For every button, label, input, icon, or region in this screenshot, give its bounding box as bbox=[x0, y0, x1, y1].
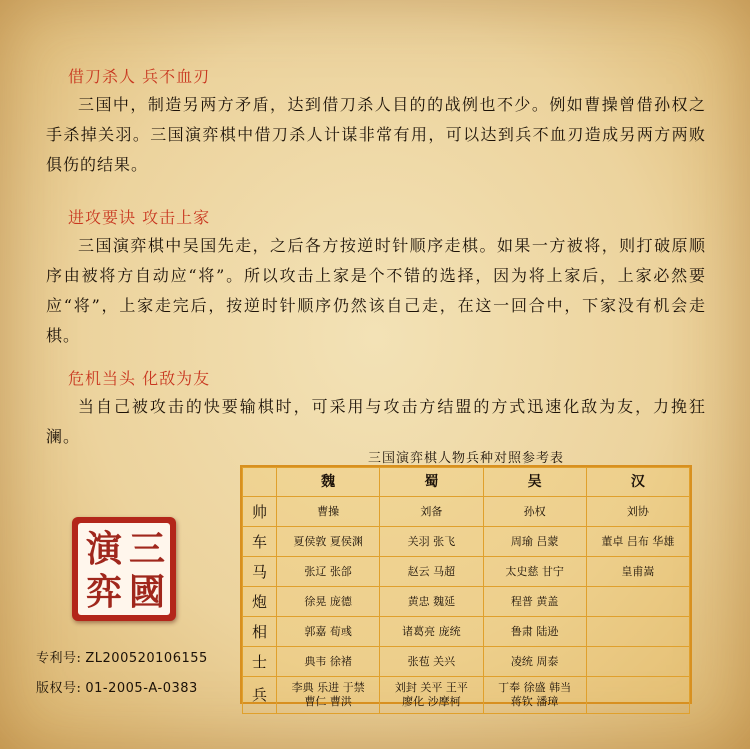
table-row bbox=[243, 647, 690, 677]
row-header: 兵 bbox=[243, 677, 277, 714]
cell-text: 诸葛亮 庞统 bbox=[402, 624, 461, 638]
row-header: 马 bbox=[243, 557, 277, 587]
cell-text: 鲁肃 陆逊 bbox=[510, 624, 559, 638]
table-cell bbox=[586, 527, 689, 557]
cell-text: 张辽 张郃 bbox=[304, 564, 352, 578]
table-header-corner bbox=[243, 468, 277, 497]
table-cell bbox=[277, 557, 380, 587]
cell-text: 太史慈 甘宁 bbox=[505, 564, 564, 578]
table-title: 三国演弈棋人物兵种对照参考表 bbox=[367, 451, 564, 466]
seal-inner bbox=[78, 523, 170, 615]
table-body bbox=[243, 497, 690, 714]
seal-char: 三 bbox=[128, 528, 165, 570]
table-cell bbox=[483, 677, 586, 714]
cell-text: 皇甫嵩 bbox=[621, 564, 655, 578]
column-header-han: 汉 bbox=[586, 468, 689, 497]
table-row bbox=[243, 677, 690, 714]
table-cell bbox=[586, 647, 689, 677]
cell-text: 郭嘉 荀彧 bbox=[304, 624, 352, 638]
reference-table bbox=[242, 467, 690, 714]
copyright-number bbox=[36, 677, 198, 696]
cell-text: 赵云 马超 bbox=[407, 564, 456, 578]
section-heading: 借刀杀人 兵不血刃 bbox=[68, 67, 211, 86]
row-header: 炮 bbox=[243, 587, 277, 617]
seal-logo bbox=[72, 517, 176, 621]
cell-text: 曹操 bbox=[317, 504, 340, 518]
row-header: 相 bbox=[243, 617, 277, 647]
section-attack-upper bbox=[46, 207, 706, 351]
patent-value: ZL200520106155 bbox=[85, 651, 208, 666]
section-borrow-knife bbox=[46, 66, 706, 180]
table-cell bbox=[380, 527, 483, 557]
section-body: 三国中，制造另两方矛盾，达到借刀杀人目的的战例也不少。例如曹操曾借孙权之手杀掉关羽。三国演弈棋中借刀杀人计谋非常有用，可以达到兵不血刃造成另两方两败俱伤的结果。 bbox=[46, 95, 706, 174]
cell-text: 夏侯敦 夏侯渊 bbox=[293, 534, 363, 548]
cell-text: 程普 黄盖 bbox=[510, 594, 559, 608]
section-body: 三国演弈棋中吴国先走，之后各方按逆时针顺序走棋。如果一方被将，则打破原顺序由被将方自动应“将”。所以攻击上家是个不错的选择，因为将上家后，上家必然要应“将”，上家走完后，按逆时针顺序仍然该自己走，在这一回合中，下家没有机会走棋。 bbox=[46, 236, 706, 345]
patent-number bbox=[36, 647, 208, 666]
table-cell bbox=[586, 557, 689, 587]
table-row bbox=[243, 497, 690, 527]
section-body: 当自己被攻击的快要输棋时，可采用与攻击方结盟的方式迅速化敌为友，力挽狂澜。 bbox=[46, 397, 706, 446]
cell-text: 刘备 bbox=[420, 504, 443, 518]
table-cell bbox=[380, 677, 483, 714]
cell-text: 董卓 吕布 华雄 bbox=[601, 534, 675, 548]
cell-text: 丁奉 徐盛 韩当 bbox=[498, 681, 572, 694]
section-crisis-ally bbox=[46, 368, 706, 452]
seal-char: 演 bbox=[85, 528, 122, 570]
column-header-wu: 吴 bbox=[483, 468, 586, 497]
seal-char: 國 bbox=[128, 571, 165, 613]
table-row bbox=[243, 587, 690, 617]
cell-text: 张苞 关兴 bbox=[407, 654, 456, 668]
table-cell bbox=[586, 587, 689, 617]
cell-text: 徐晃 庞德 bbox=[304, 594, 352, 608]
cell-text: 曹仁 曹洪 bbox=[304, 695, 352, 708]
table-cell bbox=[380, 587, 483, 617]
table-row bbox=[243, 617, 690, 647]
table-row bbox=[243, 557, 690, 587]
cell-text: 黄忠 魏延 bbox=[407, 594, 456, 608]
copyright-label: 版权号: bbox=[36, 681, 82, 696]
cell-text: 刘封 关平 王平 bbox=[394, 681, 468, 694]
cell-text: 蒋钦 潘璋 bbox=[510, 695, 559, 708]
table-cell bbox=[380, 497, 483, 527]
table-cell bbox=[483, 647, 586, 677]
table-cell bbox=[483, 617, 586, 647]
table-cell bbox=[586, 677, 689, 714]
row-header: 士 bbox=[243, 647, 277, 677]
table-cell bbox=[277, 497, 380, 527]
table-cell bbox=[483, 557, 586, 587]
row-header: 帅 bbox=[243, 497, 277, 527]
copyright-value: 01-2005-A-0383 bbox=[85, 681, 198, 696]
seal-char: 弈 bbox=[85, 571, 122, 613]
table-cell bbox=[277, 647, 380, 677]
column-header-shu: 蜀 bbox=[380, 468, 483, 497]
table-cell bbox=[586, 617, 689, 647]
cell-text: 周瑜 吕蒙 bbox=[510, 534, 559, 548]
table-cell bbox=[483, 587, 586, 617]
cell-text: 刘协 bbox=[626, 504, 649, 518]
cell-text: 关羽 张飞 bbox=[407, 534, 456, 548]
column-header-wei: 魏 bbox=[277, 468, 380, 497]
table-cell bbox=[380, 647, 483, 677]
table-cell bbox=[483, 497, 586, 527]
reference-table-box bbox=[240, 465, 692, 708]
cell-text: 孙权 bbox=[523, 504, 546, 518]
cell-text: 凌统 周泰 bbox=[510, 654, 559, 668]
patent-label: 专利号: bbox=[36, 651, 82, 666]
table-cell bbox=[483, 527, 586, 557]
section-heading: 危机当头 化敌为友 bbox=[68, 369, 211, 388]
row-header: 车 bbox=[243, 527, 277, 557]
table-cell bbox=[586, 497, 689, 527]
table-row bbox=[243, 527, 690, 557]
cell-text: 李典 乐进 于禁 bbox=[291, 681, 365, 694]
table-cell bbox=[380, 557, 483, 587]
cell-text: 廖化 沙摩柯 bbox=[402, 695, 461, 708]
table-cell bbox=[277, 677, 380, 714]
table-header-row bbox=[243, 468, 690, 497]
table-cell bbox=[277, 587, 380, 617]
table-cell bbox=[380, 617, 483, 647]
table-cell bbox=[277, 617, 380, 647]
table-cell bbox=[277, 527, 380, 557]
section-heading: 进攻要诀 攻击上家 bbox=[68, 208, 211, 227]
cell-text: 典韦 徐褚 bbox=[304, 654, 352, 668]
